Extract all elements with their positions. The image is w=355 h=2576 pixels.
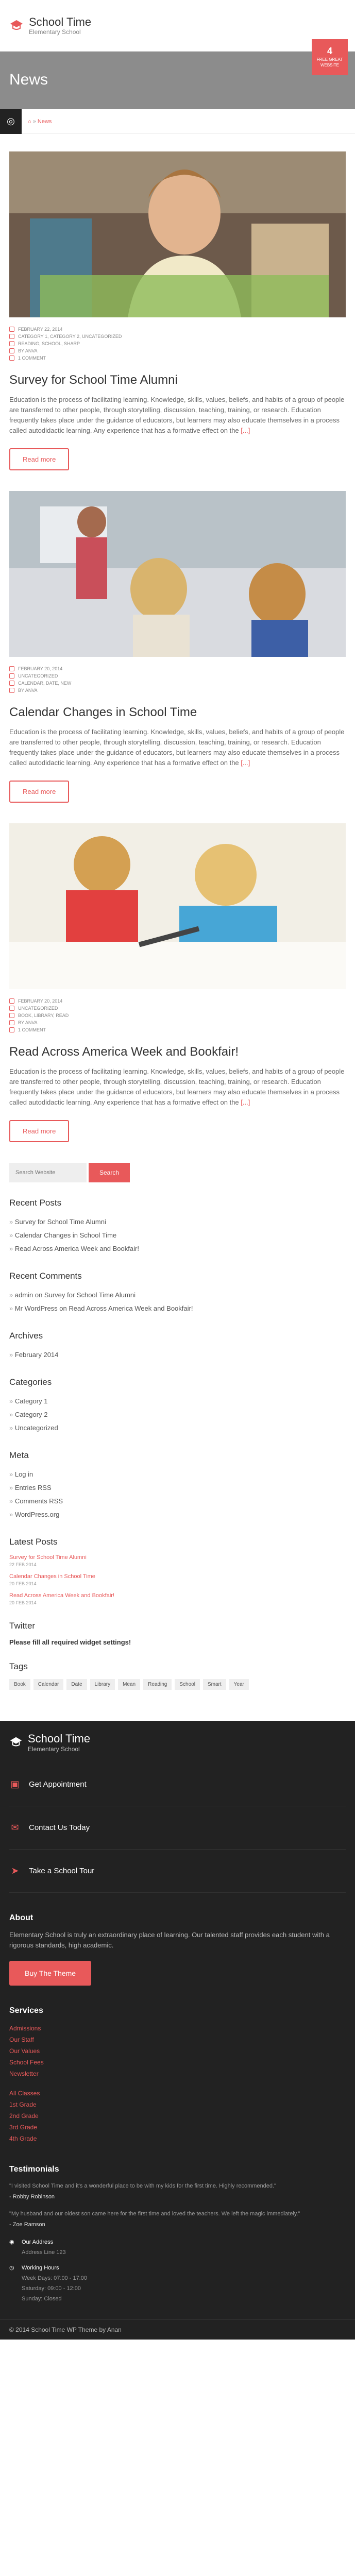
- get-appointment-link[interactable]: [9, 1763, 346, 1806]
- class-link[interactable]: 1st Grade: [9, 2101, 37, 2108]
- post: [9, 151, 346, 470]
- footer-testimonials-title: Testimonials: [9, 2165, 59, 2174]
- post-meta: [9, 326, 346, 362]
- service-link[interactable]: Admissions: [9, 2025, 41, 2032]
- breadcrumb: [0, 109, 355, 134]
- hours-line: Saturday: 09:00 - 12:00: [22, 2285, 81, 2292]
- post-excerpt: Education is the process of facilitating learning. Knowledge, skills, values, beliefs, and habits of a group of people are transferred to other people, through storytelling, discussion, teaching, training, or research. Education frequently takes place under the guidance of educators, but learners may also educate themselves in a process called autodidactic learning. Any experience that has a formative effect on the: [9, 396, 345, 434]
- tag-link[interactable]: Library: [90, 1679, 115, 1690]
- post-meta: [9, 997, 346, 1033]
- tag-link[interactable]: Book: [9, 1679, 30, 1690]
- school-logo-icon: [9, 1736, 23, 1749]
- read-more-link[interactable]: [...]: [241, 427, 250, 434]
- post-categories[interactable]: UNCATEGORIZED: [18, 673, 58, 679]
- service-link[interactable]: Our Staff: [9, 2036, 34, 2043]
- post-tags[interactable]: READING, SCHOOL, SHARP: [18, 341, 80, 346]
- search-button[interactable]: Search: [89, 1163, 130, 1182]
- meta-link[interactable]: » Log in: [9, 1468, 346, 1481]
- recent-post-link[interactable]: » Read Across America Week and Bookfair!: [9, 1242, 346, 1256]
- recent-comment-link[interactable]: » Mr WordPress on Read Across America Week and Bookfair!: [9, 1302, 346, 1315]
- widget-title: Tags: [9, 1662, 28, 1671]
- widget-title: Recent Comments: [9, 1271, 82, 1281]
- widget-title: Archives: [9, 1331, 43, 1341]
- recent-post-link[interactable]: » Survey for School Time Alumni: [9, 1215, 346, 1229]
- post: [9, 491, 346, 803]
- testimonial-quote: "My husband and our oldest son came here for the first time and loved the teachers. We left the magic immediately.": [9, 2211, 300, 2217]
- promo-badge-line: WEBSITE: [320, 63, 339, 67]
- latest-posts-widget: [9, 1537, 346, 1605]
- post-comments[interactable]: 1 COMMENT: [18, 1027, 46, 1032]
- post-date[interactable]: FEBRUARY 22, 2014: [18, 327, 63, 332]
- tag-link[interactable]: Reading: [143, 1679, 172, 1690]
- post-date[interactable]: FEBRUARY 20, 2014: [18, 998, 63, 1004]
- action-label: Take a School Tour: [29, 1867, 95, 1875]
- post-tags[interactable]: CALENDAR, DATE, NEW: [18, 681, 72, 686]
- promo-badge[interactable]: [312, 39, 348, 75]
- footer-site-subtitle: Elementary School: [28, 1745, 80, 1753]
- arrow-icon: ➤: [11, 1866, 19, 1876]
- latest-post-link[interactable]: Read Across America Week and Bookfair!: [9, 1592, 115, 1599]
- archives-widget: [9, 1331, 346, 1362]
- post-date[interactable]: FEBRUARY 20, 2014: [18, 666, 63, 671]
- latest-post-date: 20 FEB 2014: [9, 1581, 37, 1586]
- search-input[interactable]: [9, 1163, 87, 1182]
- user-icon: [9, 1020, 14, 1025]
- post-image[interactable]: [9, 491, 346, 657]
- list-gap: [9, 2079, 346, 2088]
- meta-widget: [9, 1450, 346, 1521]
- categories-widget: [9, 1377, 346, 1435]
- post-author[interactable]: BY ANVA: [18, 348, 38, 353]
- breadcrumb-separator: »: [32, 118, 36, 125]
- tag-link[interactable]: Year: [229, 1679, 249, 1690]
- address-text: Address Line 123: [22, 2249, 66, 2256]
- post-excerpt: Education is the process of facilitating learning. Knowledge, skills, values, beliefs, and habits of a group of people are transferred to other people, through storytelling, discussion, teaching, training, or research. Education frequently takes place under the guidance of educators, but learners may also educate themselves in a process called autodidactic learning. Any experience that has a formative effect on the: [9, 1067, 345, 1106]
- envelope-icon: ✉: [11, 1822, 19, 1833]
- hours-block: [9, 2263, 346, 2304]
- latest-post-link[interactable]: Survey for School Time Alumni: [9, 1554, 87, 1561]
- address-block: [9, 2237, 346, 2258]
- post-meta: [9, 665, 346, 694]
- footer-services-title: Services: [9, 2006, 43, 2015]
- post-image[interactable]: [9, 151, 346, 317]
- twitter-warning: Please fill all required widget settings!: [9, 1638, 131, 1646]
- post-tags[interactable]: BOOK, LIBRARY, READ: [18, 1013, 69, 1018]
- recent-comment-link[interactable]: » admin on Survey for School Time Alumni: [9, 1289, 346, 1302]
- page-hero: [0, 52, 355, 109]
- user-icon: [9, 348, 14, 353]
- service-link[interactable]: School Fees: [9, 2059, 44, 2066]
- address-label: Our Address: [22, 2239, 54, 2245]
- recent-comments-widget: [9, 1271, 346, 1315]
- calendar-icon: [9, 998, 14, 1004]
- promo-badge-number: 4: [327, 46, 332, 56]
- main-content: [0, 134, 355, 1690]
- tag-link[interactable]: Calendar: [33, 1679, 64, 1690]
- testimonial-author: - Zoe Ramson: [9, 2222, 45, 2228]
- action-label: Contact Us Today: [29, 1823, 90, 1832]
- clock-icon: ◷: [9, 2265, 14, 2271]
- class-link[interactable]: 2nd Grade: [9, 2112, 39, 2120]
- tag-link[interactable]: Date: [66, 1679, 87, 1690]
- school-tour-link[interactable]: [9, 1850, 346, 1893]
- archive-link[interactable]: » February 2014: [9, 1348, 346, 1362]
- footer-about-text: Elementary School is truly an extraordinary place of learning. Our talented staff provides each student with a rigorous standards, high academic.: [9, 1931, 330, 1949]
- category-link[interactable]: » Category 2: [9, 1408, 346, 1421]
- tag-link[interactable]: Smart: [203, 1679, 226, 1690]
- widget-title: Twitter: [9, 1621, 36, 1631]
- post-title[interactable]: Read Across America Week and Bookfair!: [9, 1045, 239, 1059]
- footer-about-title: About: [9, 1913, 33, 1922]
- page-title: News: [9, 71, 48, 88]
- site-subtitle: Elementary School: [29, 28, 81, 36]
- promo-badge-line: FREE GREAT: [316, 57, 343, 62]
- buy-theme-button[interactable]: Buy The Theme: [9, 1961, 91, 1986]
- widget-title: Categories: [9, 1377, 52, 1387]
- tag-icon: [9, 1013, 14, 1018]
- site-title[interactable]: School Time: [29, 15, 92, 28]
- breadcrumb-home-link[interactable]: ⌂: [28, 118, 31, 125]
- tag-icon: [9, 341, 14, 346]
- post-comments[interactable]: 1 COMMENT: [18, 355, 46, 361]
- school-logo-icon[interactable]: [9, 19, 24, 33]
- copyright: © 2014 School Time WP Theme by Anan: [0, 2319, 355, 2340]
- read-more-button[interactable]: Read more: [9, 1120, 69, 1142]
- meta-link[interactable]: » WordPress.org: [9, 1508, 346, 1521]
- widget-title: Recent Posts: [9, 1198, 62, 1208]
- read-more-button[interactable]: Read more: [9, 781, 69, 803]
- post-categories[interactable]: UNCATEGORIZED: [18, 1006, 58, 1011]
- service-link[interactable]: Newsletter: [9, 2070, 39, 2077]
- contact-link[interactable]: [9, 1806, 346, 1850]
- tag-link[interactable]: School: [175, 1679, 200, 1690]
- post-excerpt: Education is the process of facilitating learning. Knowledge, skills, values, beliefs, and habits of a group of people are transferred to other people, through storytelling, discussion, teaching, training, or research. Education frequently takes place under the guidance of educators, but learners may also educate themselves in a process called autodidactic learning. Any experience that has a formative effect on the: [9, 728, 345, 767]
- class-link[interactable]: 3rd Grade: [9, 2124, 38, 2131]
- category-link[interactable]: » Category 1: [9, 1395, 346, 1408]
- folder-icon: [9, 1006, 14, 1011]
- breadcrumb-current: News: [37, 118, 52, 125]
- hours-line: Week Days: 07:00 - 17:00: [22, 2275, 87, 2281]
- hours-line: Sunday: Closed: [22, 2296, 62, 2302]
- post-author[interactable]: BY ANVA: [18, 688, 38, 693]
- footer-logo[interactable]: [9, 1732, 346, 1753]
- testimonial-author: - Robby Robinson: [9, 2194, 55, 2200]
- hours-label: Working Hours: [22, 2265, 59, 2271]
- testimonial-quote: "I visited School Time and it's a wonderful place to be with my kids for the first time. Highly recommended.": [9, 2183, 276, 2189]
- read-more-button[interactable]: Read more: [9, 448, 69, 470]
- category-link[interactable]: » Uncategorized: [9, 1421, 346, 1435]
- tag-icon: [9, 681, 14, 686]
- location-pin-icon: ◉: [9, 2239, 14, 2245]
- footer-site-title: School Time: [28, 1732, 91, 1745]
- folder-icon: [9, 673, 14, 679]
- post-image[interactable]: [9, 823, 346, 989]
- action-label: Get Appointment: [29, 1780, 87, 1789]
- service-link[interactable]: Our Values: [9, 2047, 40, 2055]
- user-icon: [9, 688, 14, 693]
- twitter-widget: [9, 1621, 346, 1646]
- recent-post-link[interactable]: » Calendar Changes in School Time: [9, 1229, 346, 1242]
- latest-post-link[interactable]: Calendar Changes in School Time: [9, 1573, 95, 1580]
- post-author[interactable]: BY ANVA: [18, 1020, 38, 1025]
- tag-link[interactable]: Mean: [118, 1679, 140, 1690]
- site-header: [0, 0, 355, 67]
- folder-icon: [9, 334, 14, 339]
- tags-widget: [9, 1662, 346, 1690]
- comment-icon: [9, 1027, 14, 1032]
- post: [9, 823, 346, 1142]
- search-form: [9, 1163, 346, 1182]
- meta-link[interactable]: » Comments RSS: [9, 1495, 346, 1508]
- calendar-icon: [9, 666, 14, 671]
- calendar-icon: [9, 327, 14, 332]
- meta-link[interactable]: » Entries RSS: [9, 1481, 346, 1495]
- read-more-link[interactable]: [...]: [241, 759, 250, 767]
- site-footer: [0, 1721, 355, 2319]
- widget-title: Latest Posts: [9, 1537, 58, 1547]
- post-title[interactable]: Calendar Changes in School Time: [9, 705, 197, 719]
- post-title[interactable]: Survey for School Time Alumni: [9, 373, 178, 387]
- recent-posts-widget: [9, 1198, 346, 1256]
- class-link[interactable]: All Classes: [9, 2090, 40, 2097]
- latest-post-date: 20 FEB 2014: [9, 1600, 37, 1605]
- comment-icon: [9, 355, 14, 361]
- read-more-link[interactable]: [...]: [241, 1098, 250, 1106]
- post-categories[interactable]: CATEGORY 1, CATEGORY 2, UNCATEGORIZED: [18, 334, 122, 339]
- widget-title: Meta: [9, 1450, 29, 1460]
- class-link[interactable]: 4th Grade: [9, 2135, 37, 2142]
- calendar-icon: ▣: [10, 1779, 20, 1789]
- breadcrumb-icon: ◎: [0, 109, 22, 134]
- latest-post-date: 22 FEB 2014: [9, 1562, 37, 1567]
